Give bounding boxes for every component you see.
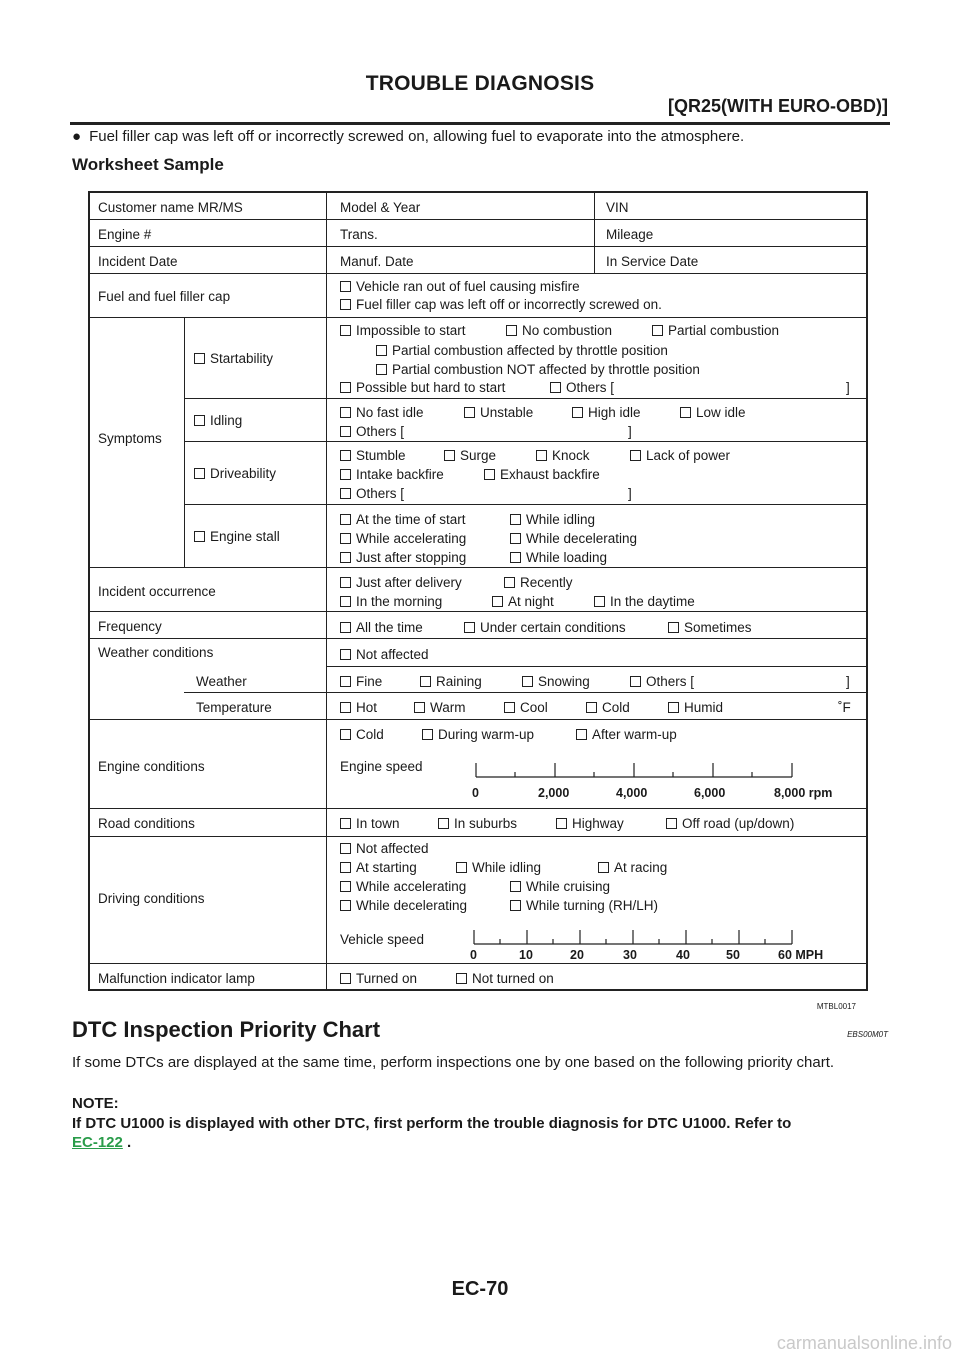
- engine-stall-option[interactable]: Just after stopping: [340, 550, 466, 565]
- checkbox-icon: [422, 729, 433, 740]
- row-divider: [326, 666, 866, 667]
- checkbox-icon: [598, 862, 609, 873]
- checkbox-icon: [510, 552, 521, 563]
- driving-condition-option[interactable]: While accelerating: [340, 879, 466, 894]
- checkbox-icon: [510, 533, 521, 544]
- road-condition-option[interactable]: In suburbs: [438, 816, 517, 831]
- vehicle-speed-tick-label: 0: [470, 948, 477, 962]
- intro-bullet-text: Fuel filler cap was left off or incorrectly screwed on, allowing fuel to evaporate into the atmosphere.: [89, 128, 745, 145]
- checkbox-icon: [340, 900, 351, 911]
- row-divider: [90, 638, 866, 639]
- customer-name-label: Customer name MR/MS: [98, 200, 243, 215]
- idling-option[interactable]: Unstable: [464, 405, 533, 420]
- vehicle-speed-scale: [468, 926, 798, 946]
- engine-no-label: Engine #: [98, 227, 152, 242]
- checkbox-icon: [492, 596, 503, 607]
- checkbox-icon: [340, 382, 351, 393]
- vehicle-speed-tick-label: 60 MPH: [778, 948, 824, 962]
- startability-option[interactable]: Partial combustion: [652, 323, 779, 338]
- engine-speed-tick-label: 0: [472, 786, 479, 800]
- startability-option[interactable]: Impossible to start: [340, 323, 466, 338]
- vehicle-speed-tick-label: 50: [726, 948, 740, 962]
- vehicle-speed-tick-label: 40: [676, 948, 690, 962]
- checkbox-icon: [464, 622, 475, 633]
- checkbox-icon: [414, 702, 425, 713]
- engine-stall-option[interactable]: While idling: [510, 512, 595, 527]
- frequency-option[interactable]: All the time: [340, 620, 423, 635]
- checkbox-icon: [550, 382, 561, 393]
- checkbox-icon: [510, 881, 521, 892]
- engine-speed-tick-label: 8,000 rpm: [774, 786, 833, 800]
- driveability-option[interactable]: Stumble: [340, 448, 406, 463]
- row-divider: [90, 611, 866, 612]
- checkbox-icon: [340, 533, 351, 544]
- driveability-option[interactable]: Others [: [340, 486, 404, 501]
- bracket-close: ]: [846, 674, 850, 689]
- checkbox-icon: [456, 862, 467, 873]
- checkbox-icon: [340, 325, 351, 336]
- checkbox-icon: [652, 325, 663, 336]
- checkbox-icon: [586, 702, 597, 713]
- checkbox-icon: [438, 818, 449, 829]
- engine-speed-tick-label: 2,000: [538, 786, 570, 800]
- driveability-option[interactable]: Surge: [444, 448, 496, 463]
- engine-condition-option[interactable]: During warm-up: [422, 727, 534, 742]
- mil-option[interactable]: Turned on: [340, 971, 417, 986]
- row-divider: [90, 836, 866, 837]
- note-body: If DTC U1000 is displayed with other DTC, first perform the trouble diagnosis for DTC U1000. Refer to: [72, 1115, 792, 1132]
- row-divider: [90, 808, 866, 809]
- engine-condition-option[interactable]: Cold: [340, 727, 384, 742]
- in-service-date-label: In Service Date: [606, 254, 699, 269]
- trans-label: Trans.: [340, 227, 378, 242]
- driving-condition-option[interactable]: Not affected: [340, 841, 429, 856]
- road-condition-option[interactable]: In town: [340, 816, 400, 831]
- vin-label: VIN: [606, 200, 629, 215]
- mil-option[interactable]: Not turned on: [456, 971, 554, 986]
- incident-occurrence-option[interactable]: In the morning: [340, 594, 442, 609]
- checkbox-icon: [504, 702, 515, 713]
- incident-occurrence-option[interactable]: Just after delivery: [340, 575, 462, 590]
- fuel-cap-option[interactable]: Fuel filler cap was left off or incorrectly screwed on.: [340, 297, 662, 312]
- startability-option[interactable]: Others [: [550, 380, 614, 395]
- checkbox-icon: [668, 622, 679, 633]
- driving-conditions-label: Driving conditions: [98, 891, 205, 906]
- row-divider: [90, 273, 866, 274]
- checkbox-icon: [340, 299, 351, 310]
- checkbox-icon: [522, 676, 533, 687]
- checkbox-icon: [484, 469, 495, 480]
- idling-option[interactable]: Low idle: [680, 405, 746, 420]
- watermark: carmanualsonline.info: [776, 1333, 952, 1353]
- startability-option[interactable]: Possible but hard to start: [340, 380, 505, 395]
- vehicle-speed-tick-label: 30: [623, 948, 637, 962]
- checkbox-icon: [572, 407, 583, 418]
- worksheet-title: Worksheet Sample: [72, 155, 224, 174]
- row-divider: [90, 719, 866, 720]
- idling-option[interactable]: No fast idle: [340, 405, 424, 420]
- engine-condition-option[interactable]: After warm-up: [576, 727, 677, 742]
- bracket-close: ]: [628, 424, 632, 439]
- startability-option[interactable]: No combustion: [506, 323, 612, 338]
- checkbox-icon: [576, 729, 587, 740]
- row-divider: [90, 963, 866, 964]
- bullet-icon: ●: [72, 128, 82, 145]
- checkbox-icon: [340, 973, 351, 984]
- row-divider: [184, 398, 866, 399]
- driveability-option[interactable]: Knock: [536, 448, 590, 463]
- row-divider: [90, 317, 866, 318]
- incident-occurrence-option[interactable]: Recently: [504, 575, 573, 590]
- worksheet-form: [88, 191, 868, 991]
- driving-condition-option[interactable]: While idling: [456, 860, 541, 875]
- checkbox-icon: [630, 450, 641, 461]
- engine-speed-tick-label: 4,000: [616, 786, 648, 800]
- driving-condition-option[interactable]: At racing: [598, 860, 667, 875]
- row-divider: [90, 219, 866, 220]
- road-condition-option[interactable]: Off road (up/down): [666, 816, 794, 831]
- incident-occurrence-option[interactable]: At night: [492, 594, 554, 609]
- startability-option[interactable]: Partial combustion NOT affected by throttle position: [376, 362, 700, 377]
- driveability-option[interactable]: Intake backfire: [340, 467, 444, 482]
- checkbox-icon: [194, 531, 205, 542]
- driving-condition-option[interactable]: While cruising: [510, 879, 610, 894]
- engine-stall-option[interactable]: While accelerating: [340, 531, 466, 546]
- checkbox-icon: [194, 353, 205, 364]
- temperature-option[interactable]: Humid: [668, 700, 723, 715]
- checkbox-icon: [536, 450, 547, 461]
- checkbox-icon: [340, 596, 351, 607]
- road-condition-option[interactable]: Highway: [556, 816, 624, 831]
- temperature-option[interactable]: Warm: [414, 700, 466, 715]
- engine-conditions-label: Engine conditions: [98, 759, 205, 774]
- frequency-option[interactable]: Sometimes: [668, 620, 752, 635]
- vehicle-speed-label: Vehicle speed: [340, 932, 425, 947]
- temperature-label: Temperature: [196, 700, 272, 715]
- figure-id: MTBL0017: [816, 1002, 856, 1011]
- incident-date-label: Incident Date: [98, 254, 178, 269]
- checkbox-icon: [464, 407, 475, 418]
- temperature-unit: ˚F: [838, 700, 851, 715]
- weather-option[interactable]: Raining: [420, 674, 482, 689]
- checkbox-icon: [340, 450, 351, 461]
- incident-occurrence-label: Incident occurrence: [98, 584, 216, 599]
- driving-condition-option[interactable]: While decelerating: [340, 898, 467, 913]
- col-divider: [184, 317, 185, 567]
- checkbox-icon: [594, 596, 605, 607]
- checkbox-icon: [504, 577, 515, 588]
- checkbox-icon: [340, 552, 351, 563]
- row-divider: [90, 246, 866, 247]
- engine-speed-scale: [470, 759, 800, 779]
- symptoms-label: Symptoms: [98, 431, 162, 446]
- checkbox-icon: [510, 900, 521, 911]
- row-divider: [184, 441, 866, 442]
- engine-speed-tick-label: 6,000: [694, 786, 726, 800]
- fuel-cap-label: Fuel and fuel filler cap: [98, 289, 231, 304]
- checkbox-icon: [668, 702, 679, 713]
- weather-option[interactable]: Others [: [630, 674, 694, 689]
- checkbox-icon: [340, 843, 351, 854]
- frequency-option[interactable]: Under certain conditions: [464, 620, 626, 635]
- row-divider: [184, 692, 866, 693]
- ec-122-link[interactable]: EC-122: [72, 1134, 123, 1151]
- page-title: TROUBLE DIAGNOSIS: [365, 72, 595, 95]
- engine-stall-label[interactable]: Engine stall: [194, 529, 280, 544]
- weather-conditions-label: Weather conditions: [98, 645, 214, 660]
- vehicle-speed-tick-label: 20: [570, 948, 584, 962]
- idling-option[interactable]: Others [: [340, 424, 404, 439]
- driving-condition-option[interactable]: While turning (RH/LH): [510, 898, 658, 913]
- checkbox-icon: [340, 702, 351, 713]
- checkbox-icon: [340, 469, 351, 480]
- temperature-option[interactable]: Cool: [504, 700, 548, 715]
- checkbox-icon: [340, 729, 351, 740]
- engine-stall-option[interactable]: While loading: [510, 550, 607, 565]
- checkbox-icon: [340, 577, 351, 588]
- driveability-option[interactable]: Lack of power: [630, 448, 730, 463]
- engine-stall-option[interactable]: At the time of start: [340, 512, 466, 527]
- weather-label: Weather: [196, 674, 247, 689]
- weather-option[interactable]: Fine: [340, 674, 382, 689]
- col-divider: [326, 193, 327, 989]
- idling-option[interactable]: High idle: [572, 405, 641, 420]
- temperature-option[interactable]: Hot: [340, 700, 377, 715]
- note-text: [72, 1114, 890, 1152]
- checkbox-icon: [420, 676, 431, 687]
- engine-subtitle: [QR25(WITH EURO-OBD)]: [668, 96, 888, 116]
- engine-stall-option[interactable]: While decelerating: [510, 531, 637, 546]
- section-title: DTC Inspection Priority Chart: [72, 1017, 381, 1042]
- mil-label: Malfunction indicator lamp: [98, 971, 255, 986]
- startability-option[interactable]: Partial combustion affected by throttle position: [376, 343, 668, 358]
- driving-condition-option[interactable]: At starting: [340, 860, 417, 875]
- checkbox-icon: [340, 488, 351, 499]
- mileage-label: Mileage: [606, 227, 654, 242]
- checkbox-icon: [444, 450, 455, 461]
- checkbox-icon: [340, 676, 351, 687]
- checkbox-icon: [630, 676, 641, 687]
- row-divider: [90, 567, 866, 568]
- checkbox-icon: [456, 973, 467, 984]
- checkbox-icon: [376, 345, 387, 356]
- startability-label[interactable]: Startability: [194, 351, 273, 366]
- checkbox-icon: [194, 415, 205, 426]
- model-year-label: Model & Year: [340, 200, 421, 215]
- row-divider: [184, 504, 866, 505]
- road-conditions-label: Road conditions: [98, 816, 195, 831]
- section-paragraph: If some DTCs are displayed at the same time, perform inspections one by one based on the following priority chart.: [72, 1054, 835, 1071]
- note-heading: NOTE:: [72, 1095, 119, 1112]
- note-tail: .: [122, 1134, 132, 1151]
- header-rule: [70, 122, 890, 125]
- checkbox-icon: [510, 514, 521, 525]
- checkbox-icon: [680, 407, 691, 418]
- page-number: EC-70: [451, 1278, 509, 1300]
- weather-option[interactable]: Snowing: [522, 674, 590, 689]
- checkbox-icon: [340, 818, 351, 829]
- checkbox-icon: [340, 281, 351, 292]
- bracket-close: ]: [628, 486, 632, 501]
- idling-label[interactable]: Idling: [194, 413, 242, 428]
- checkbox-icon: [340, 881, 351, 892]
- intro-bullet: [72, 128, 892, 145]
- engine-speed-label: Engine speed: [340, 759, 423, 774]
- checkbox-icon: [340, 649, 351, 660]
- weather-not-affected-option[interactable]: Not affected: [340, 647, 429, 662]
- fuel-cap-option[interactable]: Vehicle ran out of fuel causing misfire: [340, 279, 580, 294]
- vehicle-speed-tick-label: 10: [519, 948, 533, 962]
- checkbox-icon: [666, 818, 677, 829]
- frequency-label: Frequency: [98, 619, 162, 634]
- manuf-date-label: Manuf. Date: [340, 254, 414, 269]
- checkbox-icon: [194, 468, 205, 479]
- checkbox-icon: [340, 862, 351, 873]
- checkbox-icon: [340, 622, 351, 633]
- checkbox-icon: [340, 514, 351, 525]
- checkbox-icon: [340, 426, 351, 437]
- col-divider: [594, 193, 595, 273]
- checkbox-icon: [340, 407, 351, 418]
- temperature-option[interactable]: Cold: [586, 700, 630, 715]
- incident-occurrence-option[interactable]: In the daytime: [594, 594, 695, 609]
- checkbox-icon: [506, 325, 517, 336]
- section-code: EBS00M0T: [847, 1030, 888, 1039]
- driveability-option[interactable]: Exhaust backfire: [484, 467, 600, 482]
- checkbox-icon: [556, 818, 567, 829]
- bracket-close: ]: [846, 380, 850, 395]
- driveability-label[interactable]: Driveability: [194, 466, 276, 481]
- checkbox-icon: [376, 364, 387, 375]
